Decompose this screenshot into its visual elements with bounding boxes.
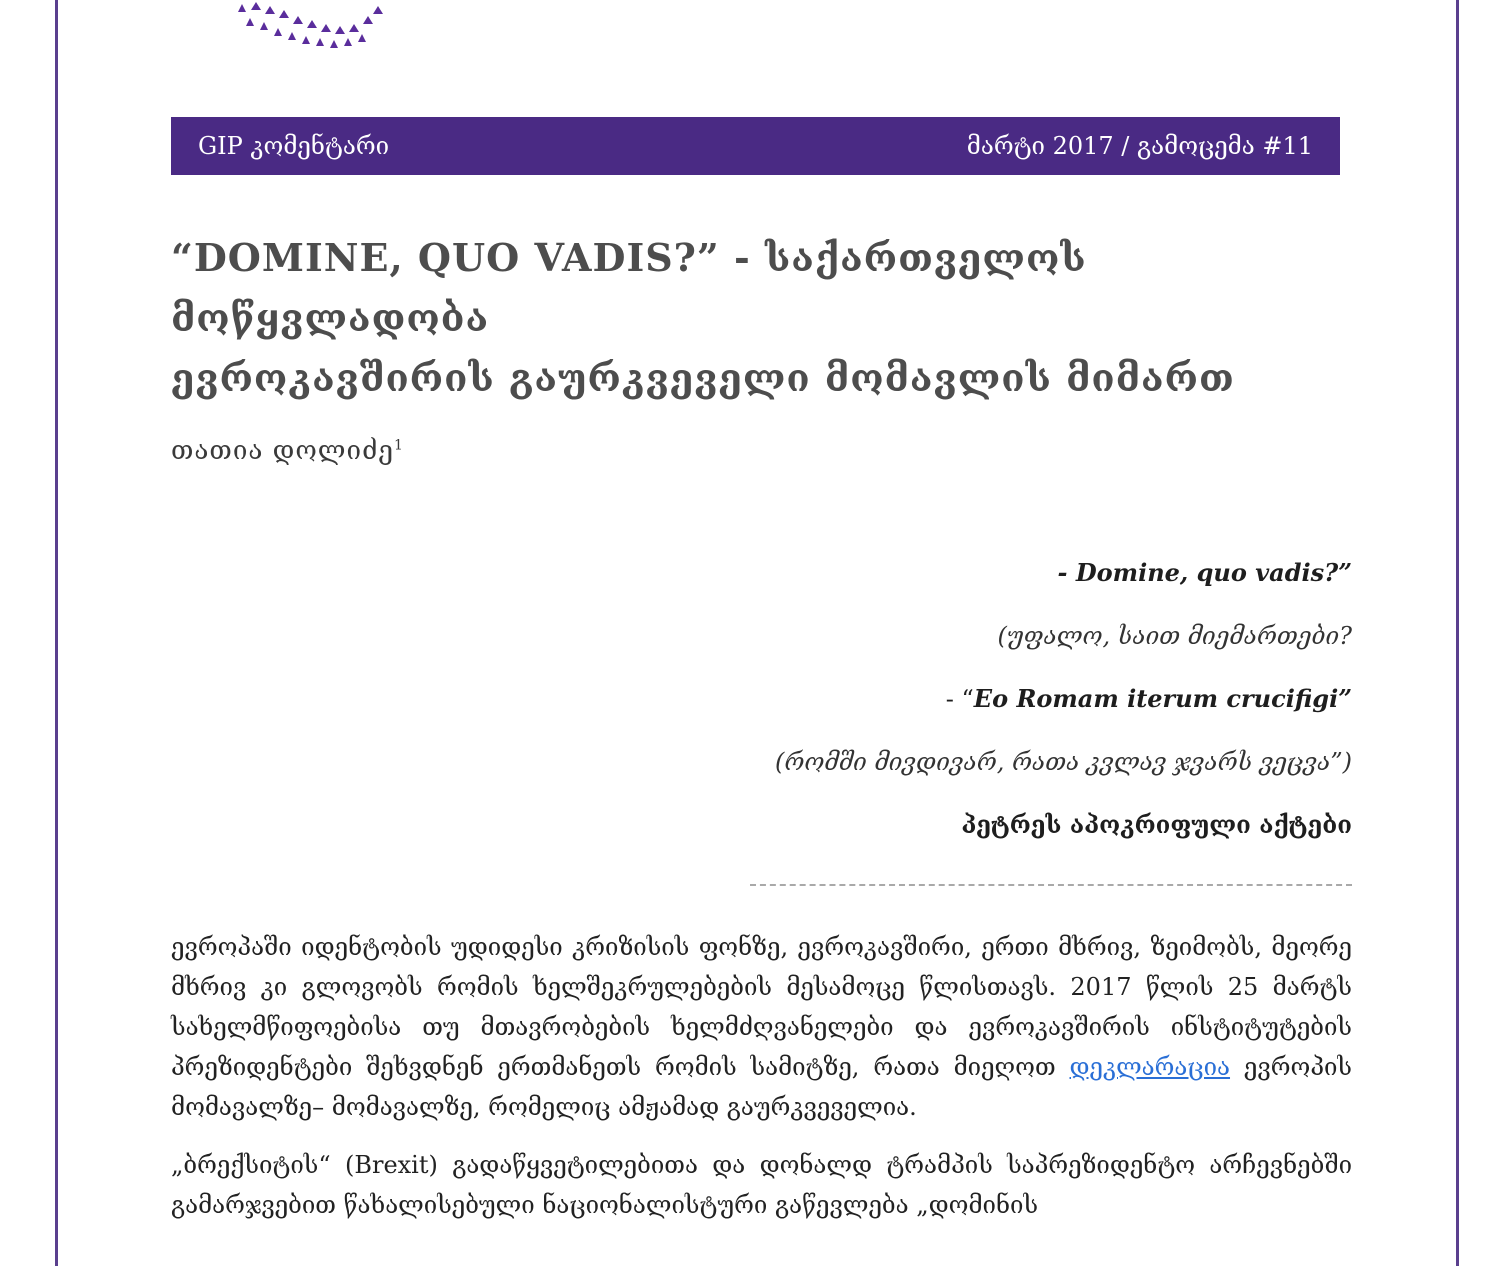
epigraph-quote-1: - Domine, quo vadis?” — [1057, 558, 1352, 587]
article-title — [171, 228, 1351, 408]
paragraph-1 — [171, 927, 1352, 1127]
author-footnote-marker[interactable]: 1 — [393, 437, 404, 454]
title-line-2: ევროკავშირის გაურკვეველი მომავლის მიმართ — [171, 355, 1235, 400]
declaration-link[interactable]: დეკლარაცია — [1069, 1053, 1231, 1081]
author-byline — [171, 436, 404, 466]
epigraph-source: პეტრეს აპოკრიფული აქტები — [961, 810, 1352, 839]
title-line-1: “DOMINE, QUO VADIS?” - საქართველოს მოწყვლადობა — [171, 235, 1087, 340]
epigraph-translation-2: (რომში მივდივარ, რათა კვლავ ჯვარს ვეცვა”) — [774, 748, 1352, 776]
series-label: GIP კომენტარი — [198, 132, 390, 160]
epigraph-quote-2-prefix: - “ — [945, 685, 974, 713]
publication-header-bar — [171, 117, 1340, 175]
section-divider — [750, 884, 1352, 886]
epigraph-translation-1: (უფალო, საით მიემართები? — [997, 622, 1352, 650]
paragraph-1-text-end: ევროპის მომავალზე– მომავალზე, რომელიც ამჟამად გაურკვეველია. — [171, 1053, 1352, 1121]
epigraph-quote-2-line — [552, 678, 1352, 741]
epigraph — [552, 552, 1352, 867]
author-name: თათია დოლიძე — [171, 436, 394, 466]
epigraph-quote-2: Eo Romam iterum crucifigi” — [973, 684, 1352, 713]
gip-logo — [232, 0, 392, 52]
paragraph-1-text-start: ევროპაში იდენტობის უდიდესი კრიზისის ფონზე, ევროკავშირი, ერთი მხრივ, ზეიმობს, მეორე მხრივ კი გლოვობს რომის ხელშეკრულებების მესამოცე წლისთავს. 2017 წლის 25 მარტს სახელმწიფოებისა თუ მთავრობების ხელმძღვანელები და ევროკავშირის ინსტიტუტების პრეზიდენტები შეხვდნენ ერთმანეთს რომის სამიტზე, რათა მიეღოთ — [171, 933, 1352, 1081]
paragraph-2: „ბრექსიტის“ (Brexit) გადაწყვეტილებითა და დონალდ ტრამპის საპრეზიდენტო არჩევნებში გამარჯვებით წახალისებული ნაციონალისტური გაწევლება „დომინის — [171, 1151, 1352, 1219]
article-body — [171, 927, 1352, 1243]
issue-date-label: მარტი 2017 / გამოცემა #11 — [966, 132, 1313, 160]
